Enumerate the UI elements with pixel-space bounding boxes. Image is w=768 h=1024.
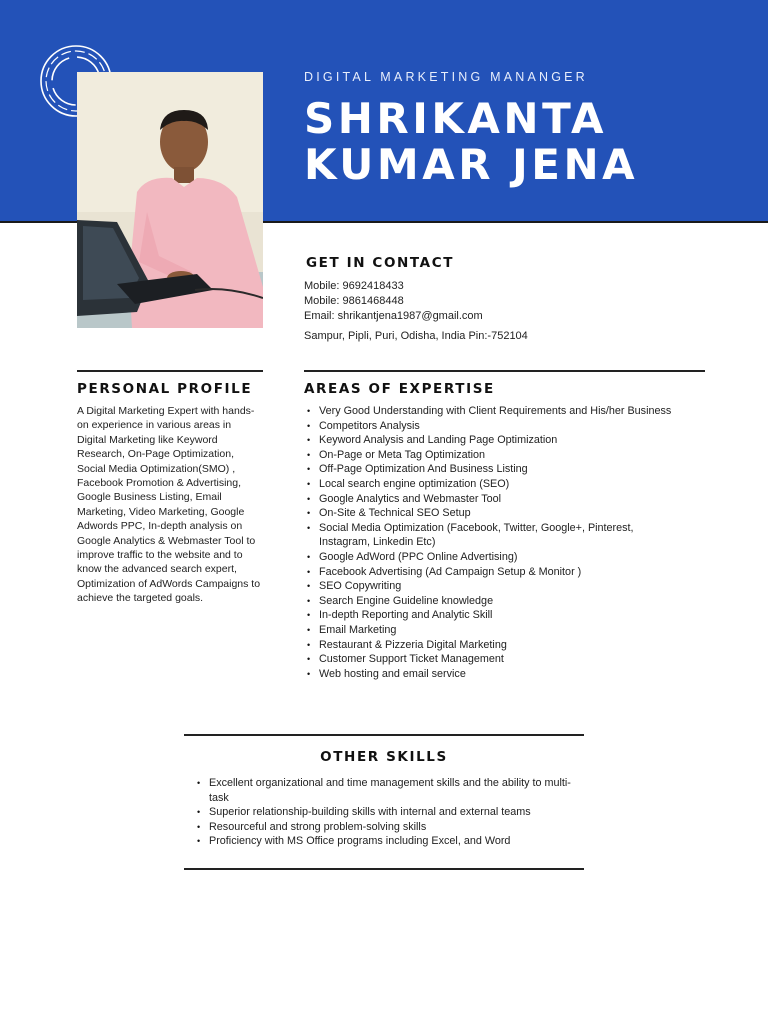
profile-heading: PERSONAL PROFILE [77, 381, 253, 397]
expertise-top-rule [304, 370, 705, 372]
list-item: • Excellent organizational and time management skills and the ability to multi-task [209, 776, 585, 805]
skills-bottom-rule [184, 868, 584, 870]
contact-details [304, 279, 528, 344]
list-item: • Keyword Analysis and Landing Page Optimization [319, 433, 685, 448]
skills-top-rule [184, 734, 584, 736]
contact-heading: GET IN CONTACT [306, 255, 455, 271]
list-item: • Very Good Understanding with Client Requirements and His/her Business [319, 404, 685, 419]
list-item: • Restaurant & Pizzeria Digital Marketing [319, 638, 685, 653]
list-item: • Off-Page Optimization And Business Listing [319, 462, 685, 477]
profile-photo [77, 72, 263, 328]
list-item: • Proficiency with MS Office programs including Excel, and Word [209, 834, 585, 849]
list-item: • On-Site & Technical SEO Setup [319, 506, 685, 521]
profile-top-rule [77, 370, 263, 372]
name-line-2: KUMAR JENA [304, 140, 639, 189]
list-item: • Google AdWord (PPC Online Advertising) [319, 550, 685, 565]
list-item: • Google Analytics and Webmaster Tool [319, 492, 685, 507]
job-title: DIGITAL MARKETING MANANGER [304, 70, 588, 84]
list-item: • In-depth Reporting and Analytic Skill [319, 608, 685, 623]
list-item: • Web hosting and email service [319, 667, 685, 682]
other-skills-list [195, 776, 585, 849]
list-item: • Customer Support Ticket Management [319, 652, 685, 667]
full-name [304, 96, 638, 188]
profile-text: A Digital Marketing Expert with hands-on experience in various areas in Digital Marketing like Keyword Research, On-Page Optimization, Social Media Optimization(SMO) , Facebook Promotion & Advertising, Google Business Listing, Email Marketing, Video Marketing, Google Adwords PPC, In-depth analysis on Google Analytics & Webmaster Tool to improve traffic to the website and to know the advanced search expert, Optimization of AdWords Campaigns to achieve the targeted goals. [77, 405, 261, 605]
list-item: • Local search engine optimization (SEO) [319, 477, 685, 492]
expertise-heading: AREAS OF EXPERTISE [304, 381, 495, 397]
address: Sampur, Pipli, Puri, Odisha, India Pin:-752104 [304, 330, 528, 342]
list-item: • Email Marketing [319, 623, 685, 638]
list-item: • Facebook Advertising (Ad Campaign Setup & Monitor ) [319, 565, 685, 580]
mobile-1: Mobile: 9692418433 [304, 280, 404, 292]
other-skills-heading: OTHER SKILLS [320, 749, 448, 765]
name-line-1: SHRIKANTA [304, 94, 607, 143]
list-item: • Search Engine Guideline knowledge [319, 594, 685, 609]
list-item: • Superior relationship-building skills with internal and external teams [209, 805, 585, 820]
list-item: • On-Page or Meta Tag Optimization [319, 448, 685, 463]
list-item: • Resourceful and strong problem-solving skills [209, 820, 585, 835]
list-item: • Social Media Optimization (Facebook, Twitter, Google+, Pinterest, Instagram, Linkedin Etc) [319, 521, 685, 550]
mobile-2: Mobile: 9861468448 [304, 295, 404, 307]
list-item: • Competitors Analysis [319, 419, 685, 434]
expertise-list [305, 404, 685, 681]
list-item: • SEO Copywriting [319, 579, 685, 594]
email: Email: shrikantjena1987@gmail.com [304, 310, 483, 322]
